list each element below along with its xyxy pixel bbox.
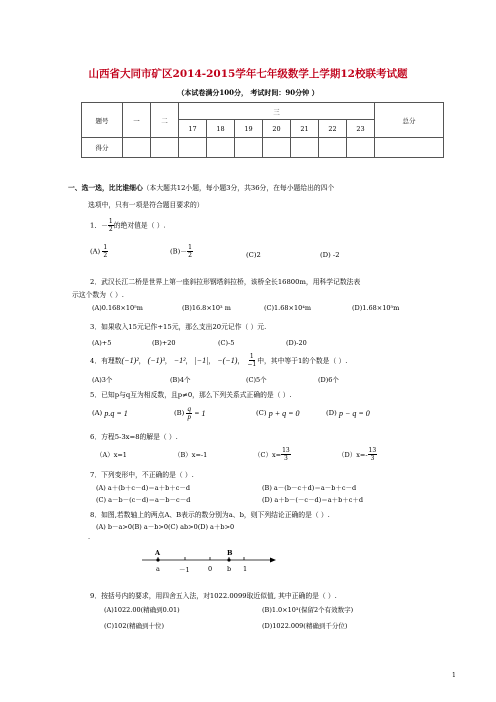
question-5: 5．已知p与q互为相反数，且p≠0，那么下列关系式正确的是（ ）.	[90, 391, 292, 399]
question-3: 3．如果收入15元记作+15元，那么支出20元记作（ ）元.	[90, 323, 267, 331]
question-8: 8．如图,若数轴上的两点A、B表示的数分别为a、b，则下列结论正确的是（ ）.	[90, 511, 330, 519]
option-d: （D）x=- $\frac{13}{3}$	[338, 446, 377, 462]
section-title: 一、选一选，比比谁细心	[68, 184, 143, 192]
option-a: (A)0.168×10⁵m	[92, 304, 143, 312]
option-b: (B) $\frac{q}{p}$ = 1	[174, 404, 206, 421]
question-number-cell: 18	[207, 120, 235, 138]
option-d: (D)6个	[318, 376, 339, 384]
expression: (−1)²	[121, 355, 139, 365]
option-a: （A）x=1	[96, 451, 127, 459]
option-b: (B)1.0×10³(保留2个有效数字)	[262, 606, 354, 614]
option-c: (C)102(精确到十位)	[104, 622, 165, 630]
point-b	[227, 558, 230, 561]
expression: −(−1)	[217, 355, 238, 365]
header-tihao: 题号	[82, 103, 123, 138]
option-b: （B）x=-1	[174, 451, 208, 459]
question-2: 2．武汉长江二桥是世界上第一座斜拉形钢塔斜拉桥，该桥全长16800m，用科学记数法表	[90, 278, 361, 286]
question-number-cell: 19	[235, 120, 263, 138]
option-a: (A)+5	[92, 339, 112, 347]
option-a: (A)1022.00(精确到0.01)	[104, 606, 180, 614]
option-b: (B)16.8×10³ m	[182, 304, 231, 312]
page-title: 山西省大同市矿区2014-2015学年七年级数学上学期12校联考试题	[88, 68, 408, 80]
option-d: (D) p − q = 0	[326, 408, 370, 418]
expression: |−1|	[194, 355, 209, 365]
stray-dot: .	[88, 533, 91, 541]
option-d: (D) -2	[320, 251, 340, 259]
question-1	[90, 218, 166, 233]
question-4: 4．有理数 (−1)² ， (−1)³ ， −1² ， |−1| ， −(−1) ， $\frac{1}{-1}$ 中，其中等于1的个数是（ ）.	[90, 352, 348, 368]
option-a: (A) $\frac{1}{2}$	[90, 244, 108, 259]
header-defen: 得分	[82, 138, 123, 158]
header-total: 总分	[375, 103, 444, 138]
option-c: (C) a－b－(c－d)＝a－b－c－d	[96, 496, 191, 504]
question-7: 7．下列变形中，不正确的是（ ）.	[90, 471, 194, 479]
option-d: (D)1022.009(精确到千分位)	[262, 622, 348, 630]
option-c: (C)2	[246, 251, 261, 259]
question-6: 6．方程5-3x=8的解是（ ）.	[90, 433, 178, 441]
score-table	[81, 102, 444, 158]
option-a: (A) a＋(b＋c－d)＝a＋b＋c－d	[96, 484, 191, 492]
score-cell	[375, 138, 444, 158]
option-a: (A)3个	[92, 376, 113, 384]
section-intro-cont: 选项中，只有一项是符合题目要求的）	[88, 201, 204, 209]
tick-label-zero: 0	[208, 565, 213, 573]
point-a	[156, 558, 159, 561]
option-a: (A) p.q = 1	[92, 408, 128, 418]
question-9: 9．按括号内的要求，用四舍五入法，对1022.0099取近似值, 其中正确的是（ ）.	[90, 592, 337, 600]
exam-info: （本试卷满分100分， 考试时间：90分钟 ）	[177, 88, 319, 97]
section-heading	[68, 182, 334, 192]
question-number-cell: 21	[291, 120, 319, 138]
score-cell	[235, 138, 263, 158]
option-b: (B)－ $\frac{1}{2}$	[170, 244, 192, 259]
option-d: (D)1.68×10⁵m	[352, 304, 400, 312]
tick-label-b: b	[227, 565, 232, 573]
question-number-cell: 20	[263, 120, 291, 138]
option-b: (B)4个	[170, 376, 191, 384]
option-c: (C)-5	[218, 339, 235, 347]
axis-arrow	[270, 558, 276, 563]
score-cell	[263, 138, 291, 158]
option-b: (B) a－(b－c＋d)＝a－b＋c－d	[262, 484, 357, 492]
score-cell	[319, 138, 347, 158]
question-text: 的绝对值是（ ）.	[113, 221, 166, 230]
option-b: (B)+20	[152, 339, 176, 347]
option-c: (C) p + q = 0	[256, 408, 300, 418]
minus-sign: －	[101, 221, 108, 230]
tick-label-one: 1	[243, 565, 248, 573]
score-cell	[151, 138, 179, 158]
option-d: (D)-20	[286, 339, 307, 347]
tick-label-a: a	[156, 565, 160, 573]
score-cell	[291, 138, 319, 158]
score-cell	[123, 138, 151, 158]
question-number-cell: 22	[319, 120, 347, 138]
expression: −1²	[173, 355, 186, 365]
option-c: (C)5个	[246, 376, 267, 384]
section-intro: （本大题共12小题，每小题3分，共36分，在每小题给出的四个	[142, 184, 335, 192]
question-number-cell: 23	[347, 120, 375, 138]
option-c: （C）x= $\frac{13}{3}$	[254, 446, 290, 462]
score-cell	[347, 138, 375, 158]
option-d: (D) a＋b－(－c－d)＝a＋b＋c＋d	[262, 496, 364, 504]
score-cell	[179, 138, 207, 158]
question-2-cont: 示这个数为（ ）.	[72, 291, 124, 299]
question-number: 1．	[90, 221, 102, 230]
expression: (−1)³	[147, 355, 165, 365]
option-c: (C)1.68×10⁴m	[264, 304, 312, 312]
label-B: B	[227, 549, 233, 557]
question-8-options: (A) b－a>0(B) a－b>0(C) ab>0(D) a＋b>0	[96, 523, 235, 531]
tick-label-minus-one: －1	[179, 566, 190, 574]
fraction: $\frac{1}{2}$	[108, 218, 113, 233]
page-number: 1	[452, 672, 456, 679]
score-cell	[207, 138, 235, 158]
header-section-one: 一	[123, 103, 151, 138]
question-number-cell: 17	[179, 120, 207, 138]
header-section-three: 三	[179, 103, 375, 120]
label-A: A	[155, 549, 161, 557]
fraction: $\frac{1}{-1}$	[247, 352, 257, 368]
header-section-two: 二	[151, 103, 179, 138]
